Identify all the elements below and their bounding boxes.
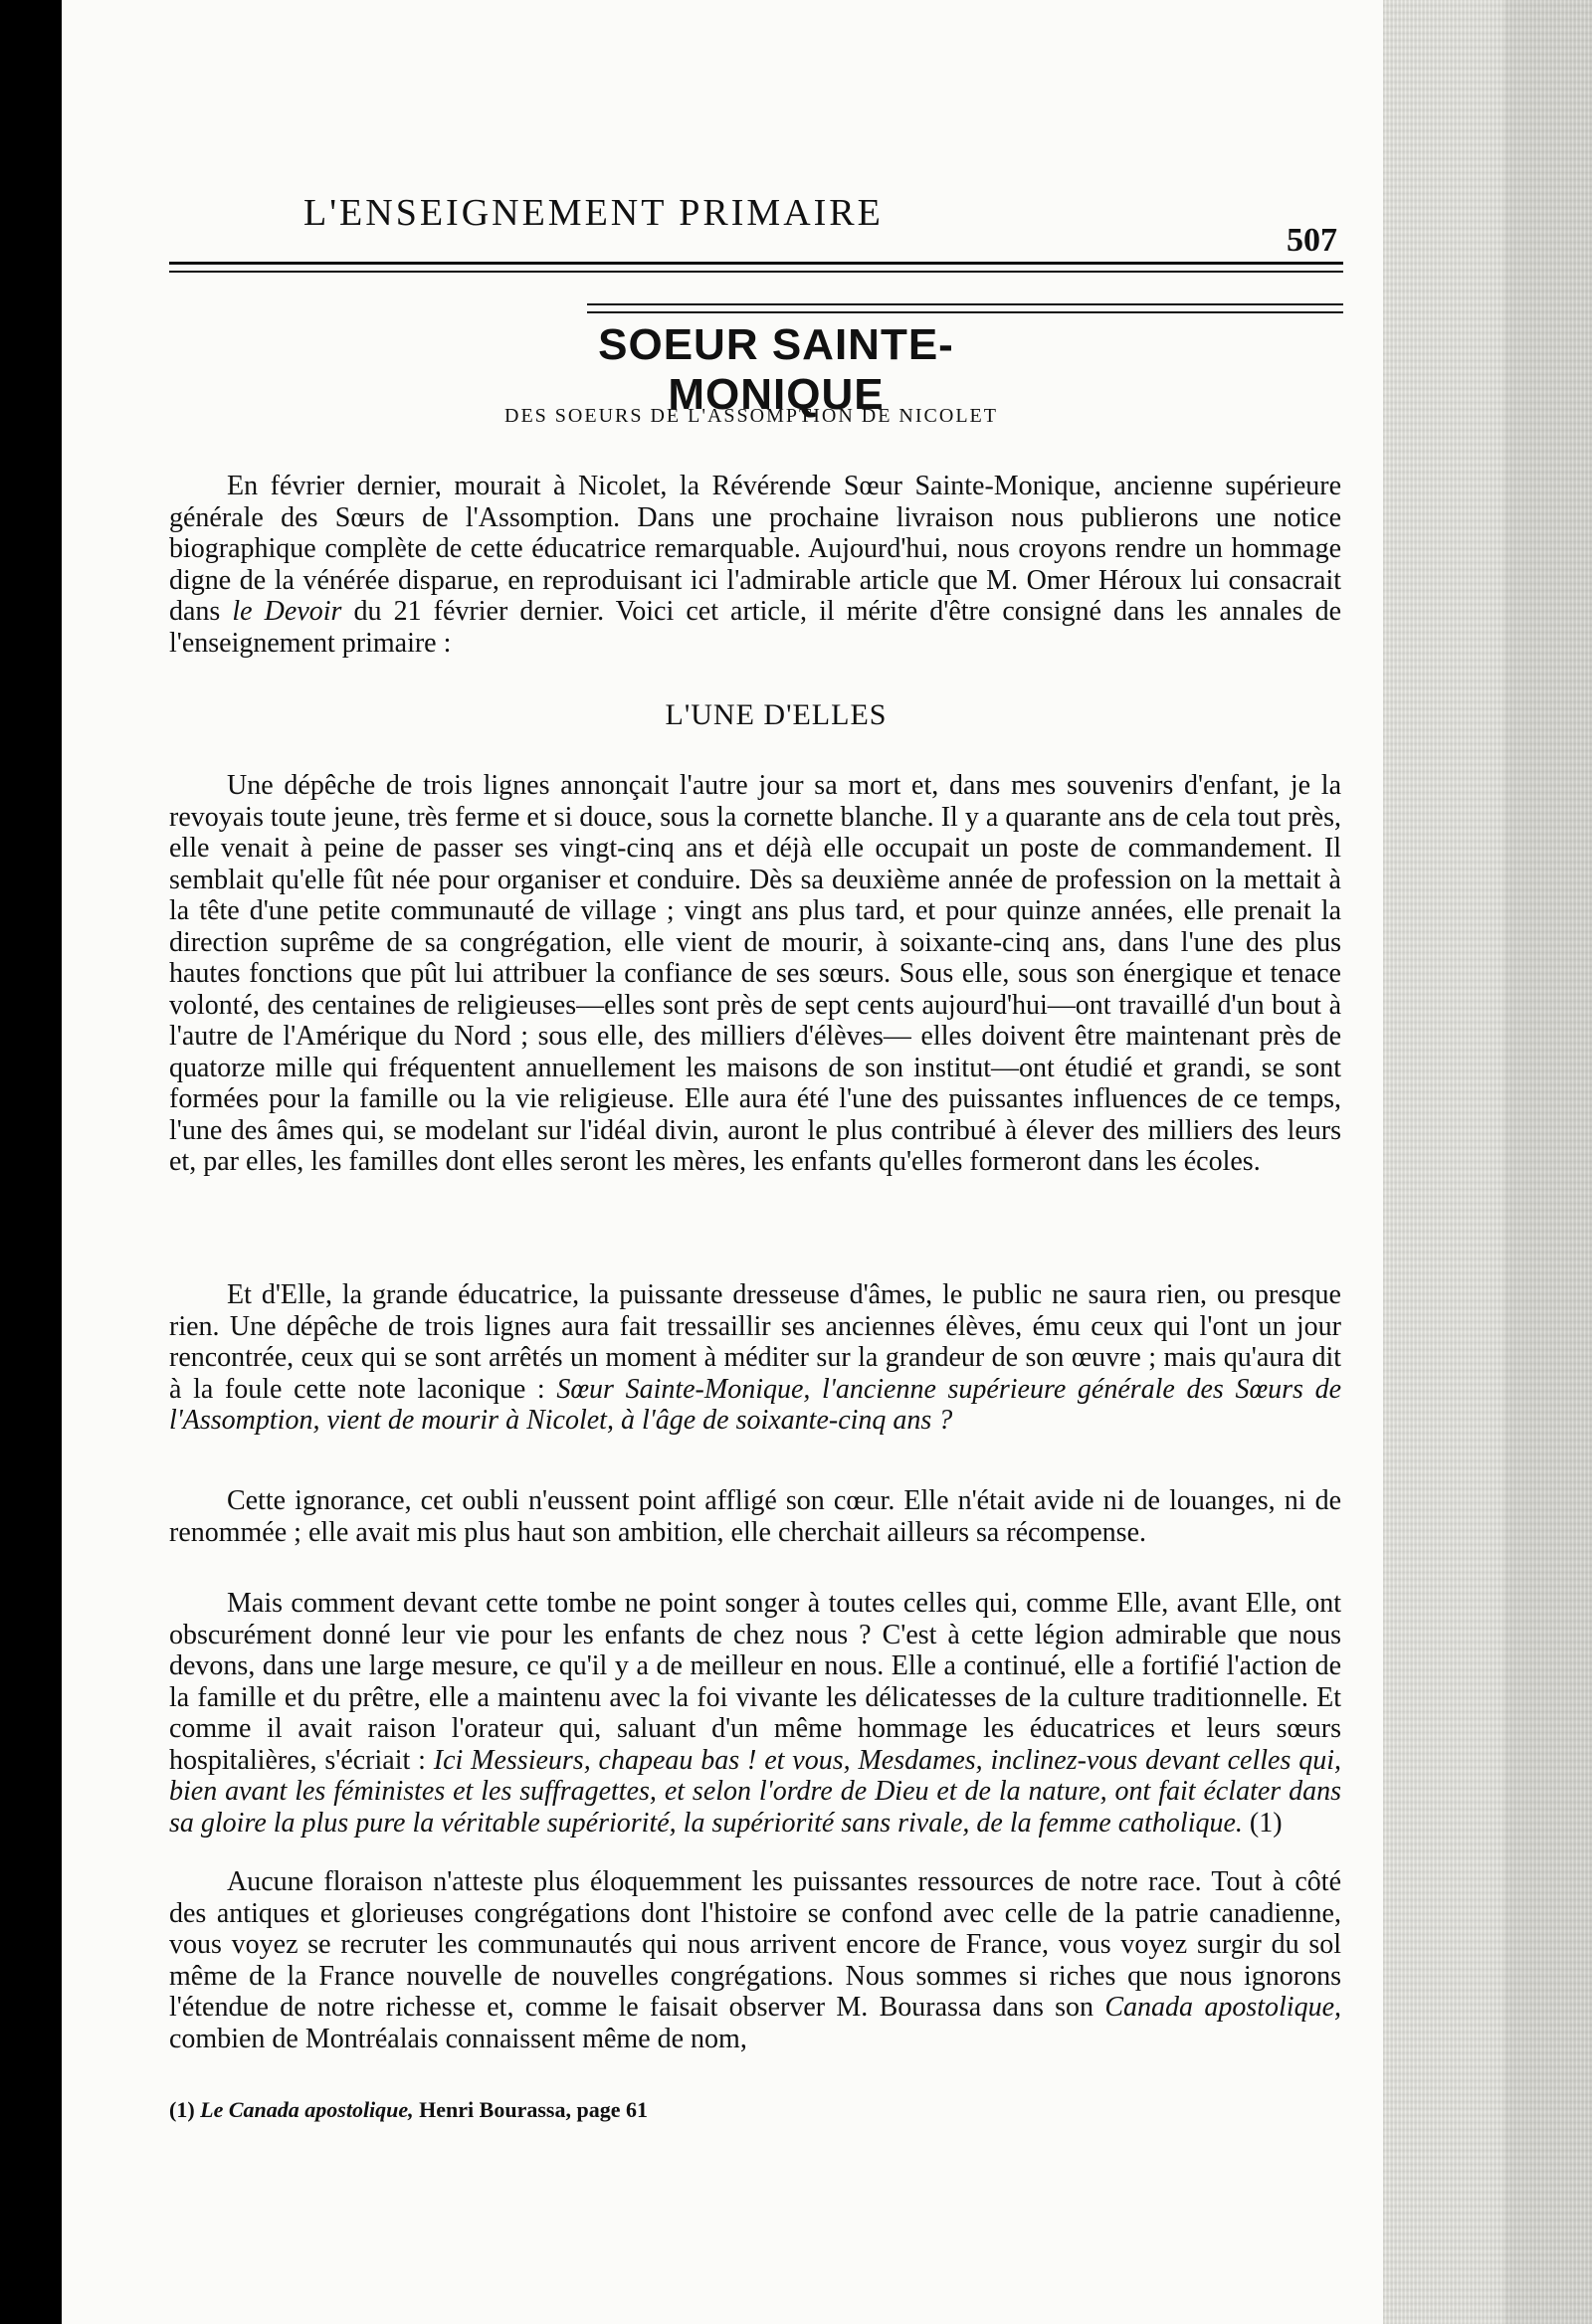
body-paragraph: Aucune floraison n'atteste plus éloquemment les puissantes ressources de notre race. Tout à côté des antiques et glorieuses congrégations dont l'histoire se confond avec celle de la patrie canadienne, vous voyez se recruter les communautés qui nous arrivent encore de France, vous voyez surgir du sol même de la France nouvelle de nouvelles congrégations. Nous sommes si riches que nous ignorons l'étendue de notre richesse et, comme le faisait observer M. Bourassa dans son Canada apostolique, combien de Montréalais connaissent même de nom,	[169, 1866, 1342, 2054]
header-rule-thin	[169, 271, 1343, 273]
running-head: L'ENSEIGNEMENT PRIMAIRE	[303, 192, 884, 234]
footnote: (1) Le Canada apostolique, Henri Bourassa, page 61	[169, 2097, 648, 2122]
page-number: 507	[1287, 222, 1337, 259]
page-edges	[1383, 0, 1592, 2324]
body-paragraph: Et d'Elle, la grande éducatrice, la puissante dresseuse d'âmes, le public ne saura rien, ou presque rien. Une dépêche de trois lignes aura fait tressaillir ses anciennes élèves, ému ceux qui l'ont un jour rencontrée, ceux qui se sont arrêtés un moment à méditer sur la grandeur de son œuvre ; mais qu'aura dit à la foule cette note laconique : Sœur Sainte-Monique, l'ancienne supérieure générale des Sœurs de l'Assomption, vient de mourir à Nicolet, à l'âge de soixante-cinq ans ?	[169, 1279, 1342, 1436]
intro-paragraph: En février dernier, mourait à Nicolet, la Révérende Sœur Sainte-Monique, ancienne supérieure générale des Sœurs de l'Assomption. Dans une prochaine livraison nous publierons une notice biographique complète de cette éducatrice remarquable. Aujourd'hui, nous croyons rendre un hommage digne de la vénérée disparue, en reproduisant ici l'admirable article que M. Omer Héroux lui consacrait dans le Devoir du 21 février dernier. Voici cet article, il mérite d'être consigné dans les annales de l'enseignement primaire :	[169, 471, 1342, 659]
body-paragraph: Une dépêche de trois lignes annonçait l'autre jour sa mort et, dans mes souvenirs d'enfant, je la revoyais toute jeune, très ferme et si douce, sous la cornette blanche. Il y a quarante ans de cela tout près, elle venait à peine de passer ses vingt-cinq ans et déjà elle occupait un poste de commandement. Il semblait qu'elle fût née pour organiser et conduire. Dès sa deuxième année de profession on la mettait à la tête d'une petite communauté de village ; vingt ans plus tard, et pour quinze années, elle prenait la direction suprême de sa congrégation, elle vient de mourir, à soixante-cinq ans, dans l'une des plus hautes fonctions que pût lui attribuer la confiance de ses sœurs. Sous elle, sous son énergique et tenace volonté, des centaines de religieuses—elles sont près de sept cents aujourd'hui—ont travaillé d'un bout à l'autre de l'Amérique du Nord ; sous elle, des milliers d'élèves— elles doivent être maintenant près de quatorze mille qui fréquentent annuellement les maisons de son institut—ont étudié et grandi, se sont formées pour la famille ou la vie religieuse. Elle aura été l'une des puissantes influences de ce temps, l'une des âmes qui, se modelant sur l'idéal divin, auront le plus contribué à élever des milliers des leurs et, par elles, les familles dont elles seront les mères, les enfants qu'elles formeront dans les écoles.	[169, 770, 1341, 1177]
body-paragraph: Mais comment devant cette tombe ne point songer à toutes celles qui, comme Elle, avant Elle, ont obscurément donné leur vie pour les enfants de chez nous ? C'est à cette légion admirable que nous devons, dans une large mesure, ce qu'il y a de meilleur en nous. Elle a continué, elle a fortifié l'action de la famille et du prêtre, elle a maintenu avec la foi vivante les délicatesses de la culture traditionnelle. Et comme il avait raison l'orateur qui, saluant d'un même hommage les éducatrices et leurs sœurs hospitalières, s'écriait : Ici Messieurs, chapeau bas ! et vous, Mesdames, inclinez-vous devant celles qui, bien avant les féministes et les suffragettes, et selon l'ordre de Dieu et de la nature, ont fait éclater dans sa gloire la plus pure la véritable supériorité, la supériorité sans rivale, de la femme catholique. (1)	[169, 1588, 1341, 1839]
title-rule-thin	[587, 311, 1343, 313]
title-rule	[587, 303, 1343, 305]
body-paragraph: Cette ignorance, cet oubli n'eussent point affligé son cœur. Elle n'était avide ni de louanges, ni de renommée ; elle avait mis plus haut son ambition, elle cherchait ailleurs sa récompense.	[169, 1485, 1341, 1548]
article-title: SOEUR SAINTE-MONIQUE	[598, 320, 954, 419]
section-title: L'UNE D'ELLES	[665, 698, 888, 731]
article-subtitle: DES SOEURS DE L'ASSOMPTION DE NICOLET	[504, 405, 998, 427]
header-rule	[169, 262, 1343, 265]
